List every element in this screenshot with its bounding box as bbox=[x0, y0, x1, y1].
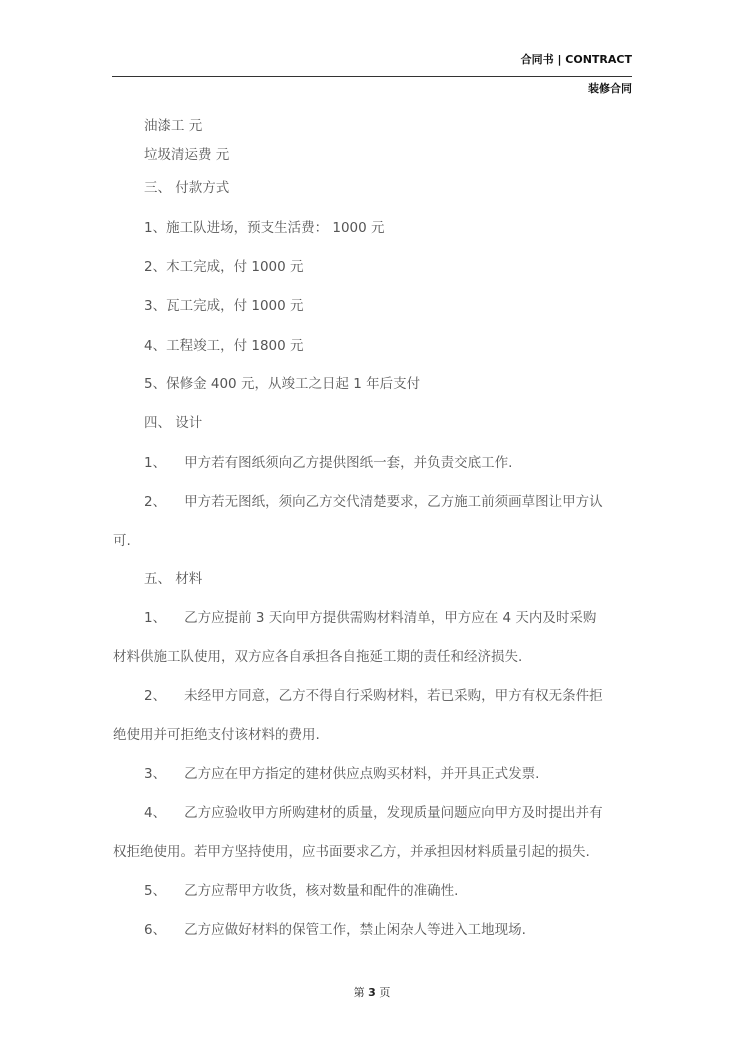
page-footer bbox=[0, 984, 744, 1000]
materials-item bbox=[144, 882, 458, 900]
header-brand: 合同书 | CONTRACT bbox=[520, 53, 632, 66]
materials-item bbox=[144, 804, 603, 822]
footer-suffix: 页 bbox=[379, 986, 391, 999]
item-text: 乙方应帮甲方收货，核对数量和配件的准确性. bbox=[184, 883, 459, 899]
payment-item: 5、保修金 400 元，从竣工之日起 1 年后支付 bbox=[144, 376, 421, 392]
item-number: 2、 bbox=[144, 688, 167, 704]
page-number: 3 bbox=[368, 986, 376, 999]
item-text: 乙方应提前 3 天向甲方提供需购材料清单，甲方应在 4 天内及时采购 bbox=[184, 610, 597, 626]
item-text: 甲方若有图纸须向乙方提供图纸一套，并负责交底工作. bbox=[184, 455, 513, 471]
item-number: 1、 bbox=[144, 455, 167, 471]
item-text: 乙方应在甲方指定的建材供应点购买材料，并开具正式发票. bbox=[184, 766, 540, 782]
payment-item: 3、瓦工完成，付 1000 元 bbox=[144, 298, 304, 314]
item-number: 2、 bbox=[144, 494, 167, 510]
item-number: 6、 bbox=[144, 922, 167, 938]
materials-item bbox=[144, 687, 603, 705]
section-heading-payment: 三、 付款方式 bbox=[144, 180, 230, 196]
header-subtitle: 装修合同 bbox=[588, 82, 632, 95]
design-item bbox=[144, 493, 603, 511]
section-heading-design: 四、 设计 bbox=[144, 415, 203, 431]
materials-item-continuation: 权拒绝使用。若甲方坚持使用，应书面要求乙方，并承担因材料质量引起的损失. bbox=[113, 844, 590, 860]
materials-item-continuation: 材料供施工队使用，双方应各自承担各自拖延工期的责任和经济损失. bbox=[113, 649, 523, 665]
header-divider bbox=[112, 76, 632, 77]
design-item-continuation: 可. bbox=[113, 533, 131, 549]
footer-prefix: 第 bbox=[353, 986, 365, 999]
item-text: 乙方应验收甲方所购建材的质量，发现质量问题应向甲方及时提出并有 bbox=[184, 805, 603, 821]
item-number: 5、 bbox=[144, 883, 167, 899]
payment-item: 4、工程竣工，付 1800 元 bbox=[144, 338, 304, 354]
cost-item: 垃圾清运费 元 bbox=[144, 147, 230, 163]
item-text: 乙方应做好材料的保管工作，禁止闲杂人等进入工地现场. bbox=[184, 922, 526, 938]
item-number: 3、 bbox=[144, 766, 167, 782]
payment-item: 1、施工队进场，预支生活费： 1000 元 bbox=[144, 220, 385, 236]
cost-item: 油漆工 元 bbox=[144, 118, 203, 134]
item-text: 甲方若无图纸，须向乙方交代清楚要求，乙方施工前须画草图让甲方认 bbox=[184, 494, 603, 510]
item-number: 1、 bbox=[144, 610, 167, 626]
materials-item bbox=[144, 609, 596, 627]
item-number: 4、 bbox=[144, 805, 167, 821]
materials-item bbox=[144, 921, 526, 939]
materials-item bbox=[144, 765, 539, 783]
materials-item-continuation: 绝使用并可拒绝支付该材料的费用. bbox=[113, 727, 320, 743]
item-text: 未经甲方同意，乙方不得自行采购材料，若已采购，甲方有权无条件拒 bbox=[184, 688, 603, 704]
design-item bbox=[144, 454, 512, 472]
payment-item: 2、木工完成，付 1000 元 bbox=[144, 259, 304, 275]
section-heading-materials: 五、 材料 bbox=[144, 571, 203, 587]
